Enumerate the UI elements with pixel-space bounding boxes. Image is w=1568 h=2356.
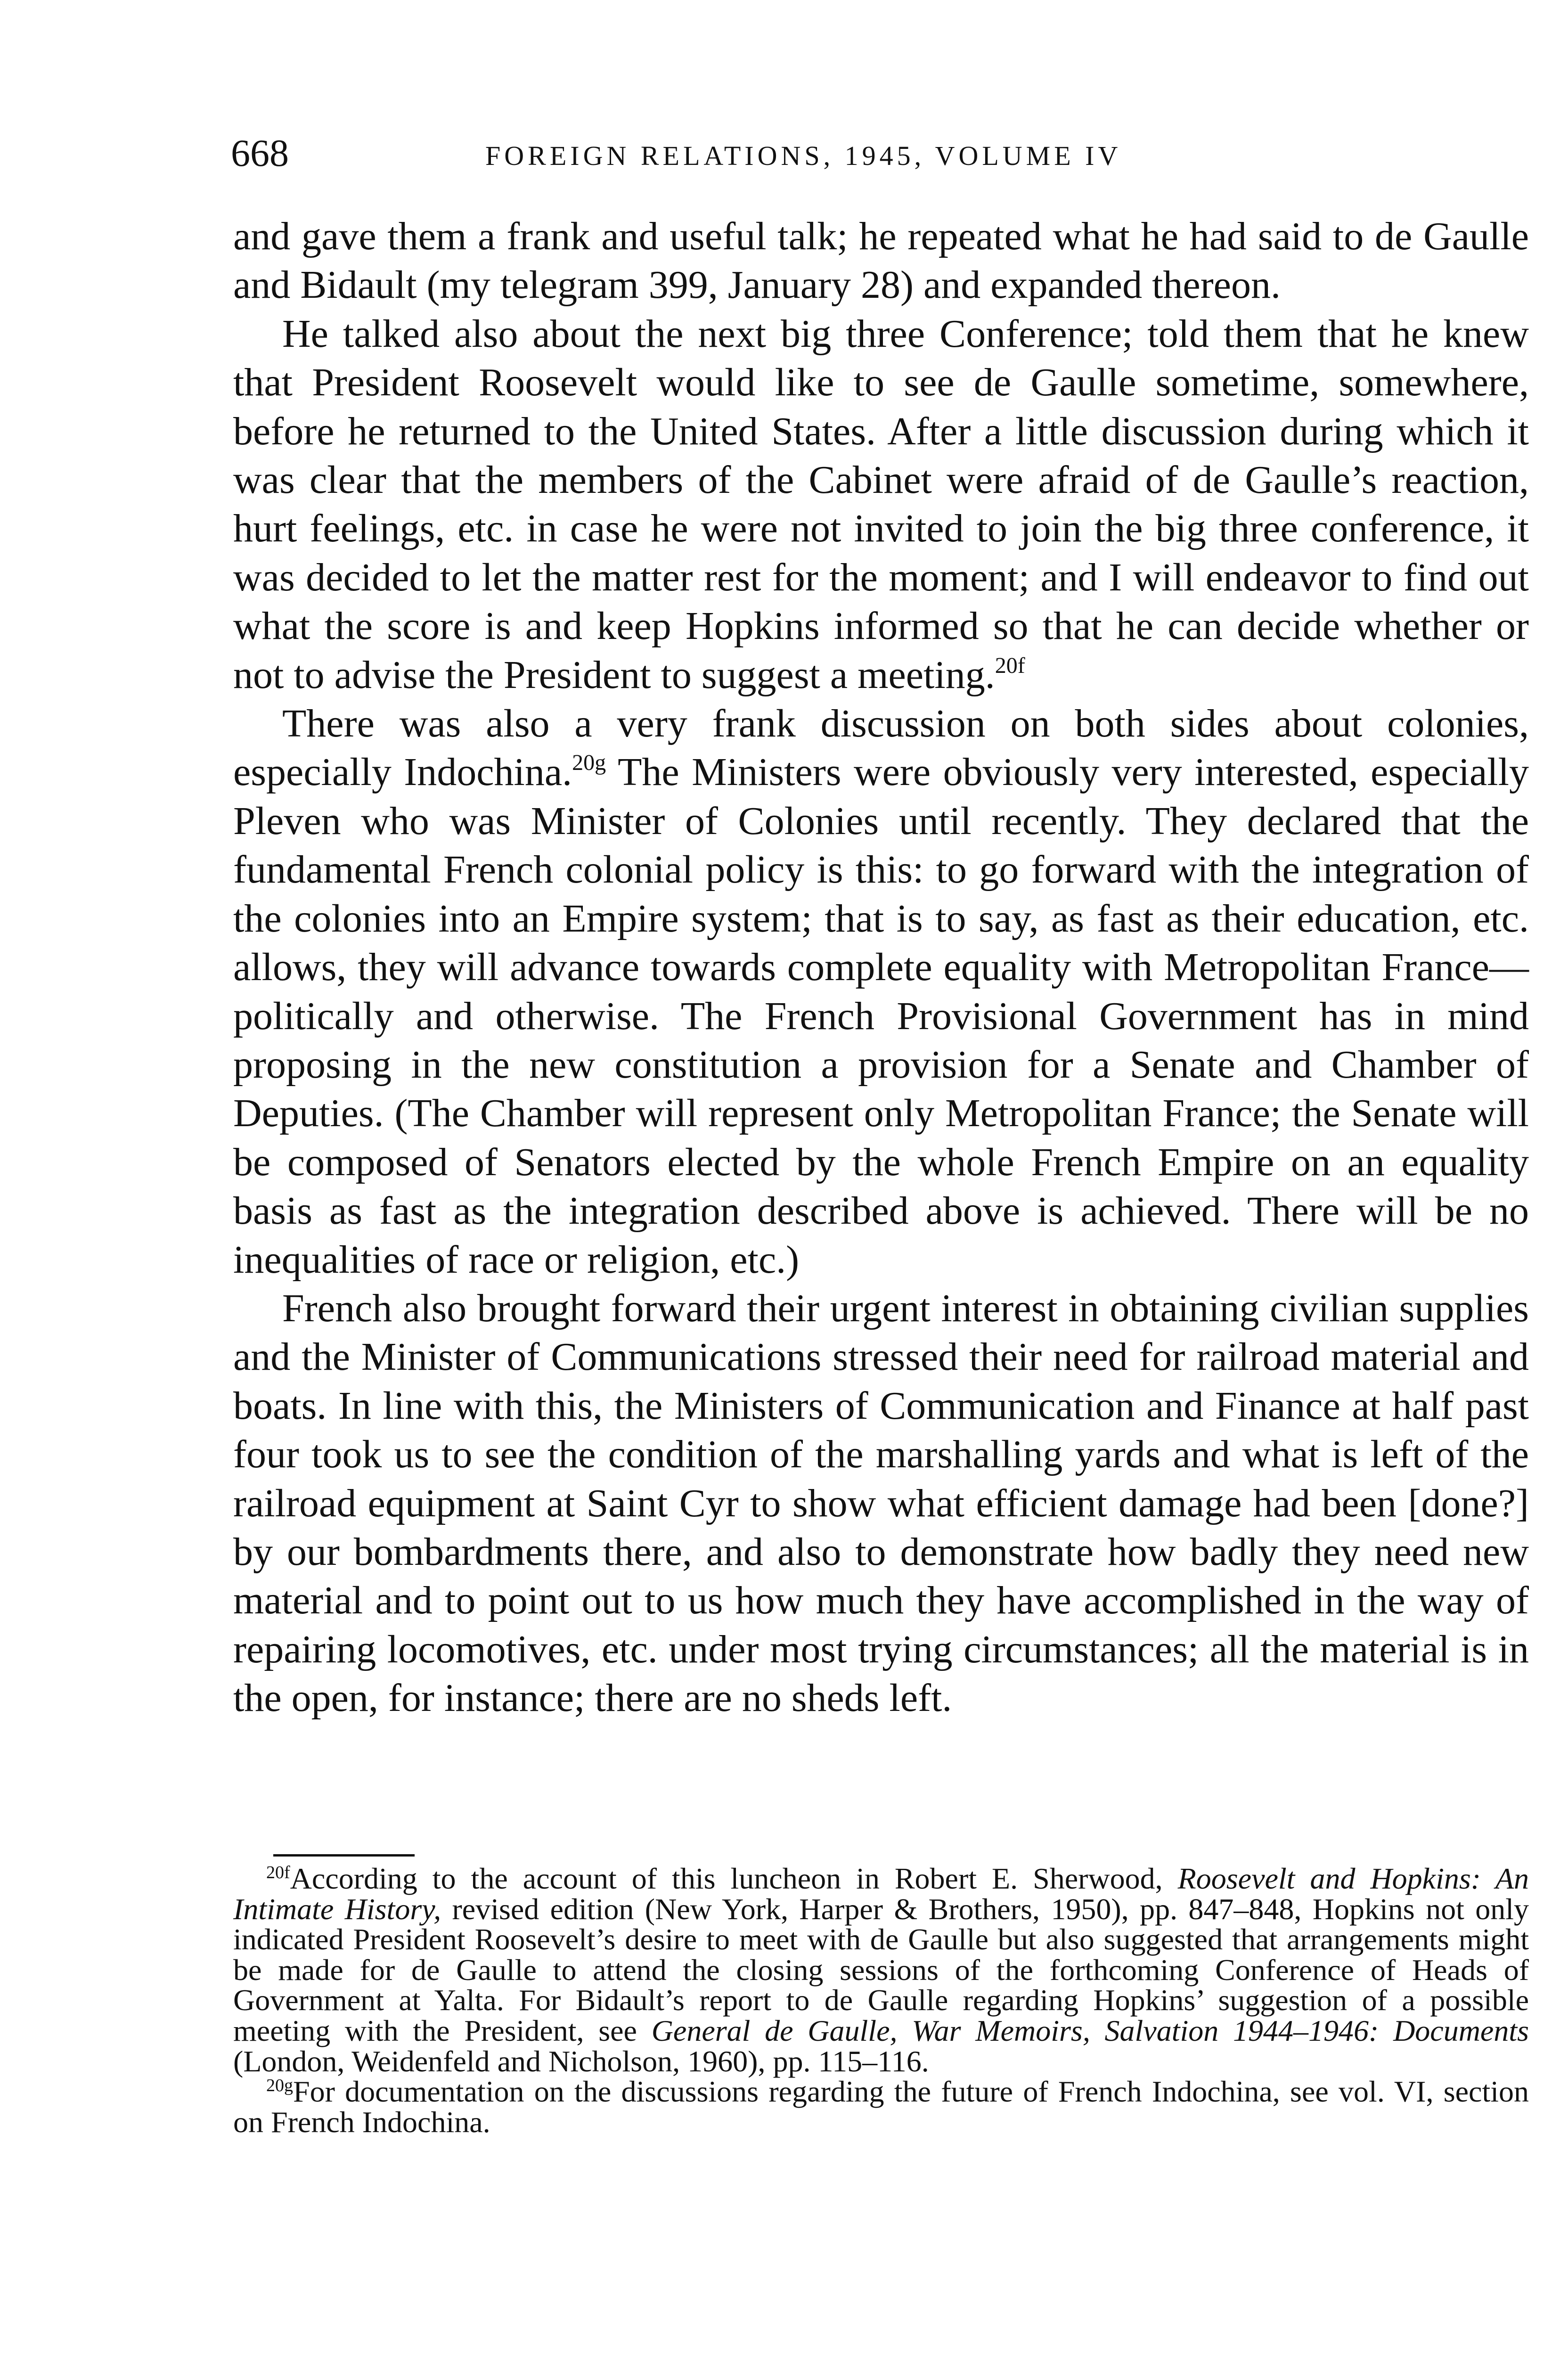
footnote-20f-text-a: According to the account of this luncheon in Robert E. Sherwood, (290, 1862, 1178, 1895)
page-number: 668 (231, 131, 289, 174)
paragraph-4: French also brought forward their urgent interest in obtaining civilian supplies and the Minister of Communications stressed their need for railroad material and boats. In line with this, the Ministers of Communication and Finance at half past four took us to see the condition of the marshalling yards and what is left of the railroad equipment at Saint Cyr to show what efficient damage had been [done?] by our bombardments there, and also to demonstrate how badly they need new material and to point out to us how much they have accomplished in the way of repairing locomotives, etc. under most trying circumstances; all the material is in the open, for instance; there are no sheds left. (233, 1286, 1529, 1720)
footnotes (233, 1864, 1529, 2137)
footnote-20f-text-b: revised edition (New York, Harper & Brothers, 1950), pp. 847–848, Hopkins not only indicated President Roosevelt’s desire to meet with de Gaulle but also suggested that arrangements might be made for de Gaulle to attend the closing sessions of the forthcoming Conference of Heads of Government at Yalta. For Bidault’s report to de Gaulle regarding Hopkins’ suggestion of a possible meeting with the President, see (233, 1892, 1529, 2047)
footnote-20g (233, 2077, 1529, 2137)
footnote-ref-20f[interactable]: 20f (995, 653, 1025, 678)
paragraph-2 (233, 310, 1529, 699)
paragraph-3 (233, 699, 1529, 1284)
paragraph-3-rest: The Ministers were obviously very interested, especially Pleven who was Minister of Colonies until recently. They declared that the fundamental French colonial policy is this: to go forward with the integration of the colonies into an Empire system; that is to say, as fast as their education, etc. allows, they will advance towards complete equality with Metropolitan France—politically and otherwise. The French Provisional Government has in mind proposing in the new constitution a provision for a Senate and Chamber of Deputies. (The Chamber will represent only Metropolitan France; the Senate will be composed of Senators elected by the whole French Empire on an equality basis as fast as the integration described above is achieved. There will be no inequalities of race or religion, etc.) (233, 750, 1529, 1282)
footnote-divider (273, 1854, 415, 1857)
footnote-ref-20g[interactable]: 20g (572, 750, 606, 776)
paragraph-1: and gave them a frank and useful talk; he repeated what he had said to de Gaulle and Bidault (my telegram 399, January 28) and expanded thereon. (233, 214, 1529, 307)
page-header (231, 127, 1531, 184)
running-head: FOREIGN RELATIONS, 1945, VOLUME IV (485, 140, 1122, 171)
footnote-20g-text: For documentation on the discussions regarding the future of French Indochina, see vol. VI, section on French Indochina. (233, 2075, 1529, 2139)
footnote-mark-20g: 20g (266, 2076, 293, 2096)
paragraph-3-start: There was also a very frank discussion on both sides about colonies, especially Indochina. (233, 702, 1529, 794)
footnote-mark-20f: 20f (266, 1863, 290, 1882)
paragraph-2-text: He talked also about the next big three Conference; told them that he knew that President Roosevelt would like to see de Gaulle sometime, somewhere, before he returned to the United States. After a little discussion during which it was clear that the members of the Cabinet were afraid of de Gaulle’s reaction, hurt feelings, etc. in case he were not invited to join the big three conference, it was decided to let the matter rest for the moment; and I will endeavor to find out what the score is and keep Hopkins informed so that he can decide whether or not to advise the President to suggest a meeting. (233, 311, 1529, 697)
footnote-20f (233, 1864, 1529, 2077)
body-text (233, 212, 1529, 1723)
footnote-20f-title-2: General de Gaulle, War Memoirs, Salvation 1944–1946: Documents (651, 2013, 1529, 2047)
footnote-20f-text-c: (London, Weidenfeld and Nicholson, 1960), pp. 115–116. (233, 2044, 929, 2078)
footnote-20f-title-1: Roosevelt and Hopkins: An Intimate History, (233, 1862, 1529, 1926)
